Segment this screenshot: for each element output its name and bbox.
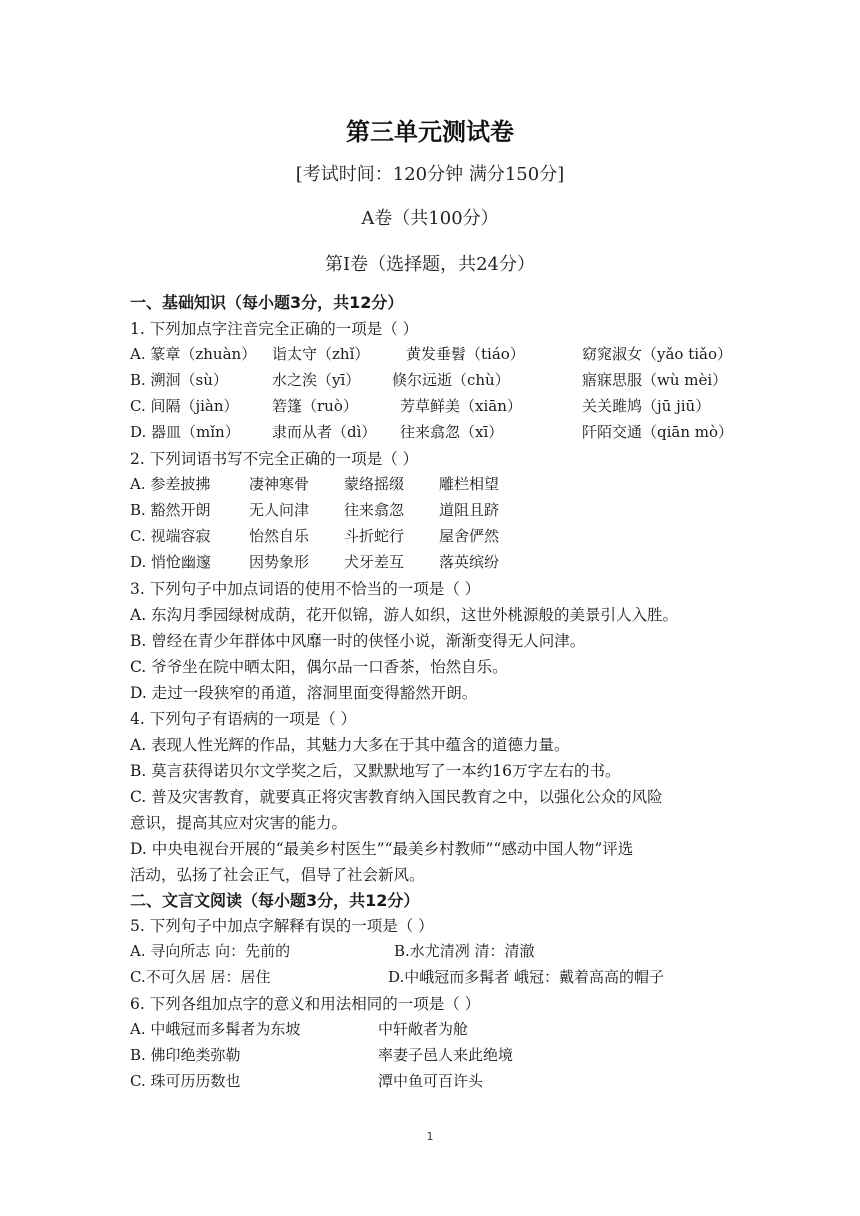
option-cell: D. 悄怆幽邃 bbox=[130, 553, 212, 571]
option-cell: B. 豁然开朗 bbox=[130, 501, 211, 519]
option-cell: B.水尤清冽 清：清澈 bbox=[394, 942, 535, 960]
section-heading: 二、文言文阅读（每小题3分，共12分） bbox=[130, 891, 420, 910]
option-line: B. 莫言获得诺贝尔文学奖之后，又默默地写了一本约16万字左右的书。 bbox=[130, 762, 621, 780]
option-cell: 寤寐思服（wù mèi） bbox=[582, 371, 728, 389]
option-cell: 窈窕淑女（yǎo tiǎo） bbox=[582, 345, 733, 363]
option-line: A. 东沟月季园绿树成荫，花开似锦，游人如织，这世外桃源般的美景引人入胜。 bbox=[130, 606, 679, 624]
option-cell: 怡然自乐 bbox=[249, 527, 310, 545]
option-cell: 隶而从者（dì） bbox=[272, 423, 377, 441]
option-cell: 诣太守（zhǐ） bbox=[272, 345, 370, 363]
option-cell: 道阻且跻 bbox=[439, 501, 500, 519]
option-cell: 往来翕忽 bbox=[344, 501, 405, 519]
option-line: B. 曾经在青少年群体中风靡一时的侠怪小说，渐渐变得无人问津。 bbox=[130, 632, 586, 650]
option-cell: 箬篷（ruò） bbox=[272, 397, 358, 415]
option-cell: 落英缤纷 bbox=[439, 553, 500, 571]
question-stem: 1. 下列加点字注音完全正确的一项是（ ） bbox=[130, 320, 419, 338]
question-stem: 2. 下列词语书写不完全正确的一项是（ ） bbox=[130, 450, 419, 468]
option-cell: A. 篆章（zhuàn） bbox=[130, 345, 257, 363]
option-cell: 阡陌交通（qiān mò） bbox=[582, 423, 734, 441]
option-cell: 凄神寒骨 bbox=[249, 475, 310, 493]
option-cell: 潭中鱼可百许头 bbox=[378, 1072, 484, 1090]
option-cell: 往来翕忽（xī） bbox=[400, 423, 504, 441]
option-cell: 芳草鲜美（xiān） bbox=[400, 397, 522, 415]
page-number: 1 bbox=[426, 1130, 434, 1143]
option-line: A. 表现人性光辉的作品，其魅力大多在于其中蕴含的道德力量。 bbox=[130, 736, 570, 754]
part-one-heading: 第Ⅰ卷（选择题，共24分） bbox=[324, 254, 535, 275]
option-line: D. 走过一段狭窄的甬道，溶洞里面变得豁然开朗。 bbox=[130, 684, 478, 702]
option-cell: 犬牙差互 bbox=[344, 553, 405, 571]
option-cell: D. 器皿（mǐn） bbox=[130, 423, 240, 441]
option-cell: A. 寻向所志 向：先前的 bbox=[130, 942, 291, 960]
option-line: 活动，弘扬了社会正气，倡导了社会新风。 bbox=[130, 866, 425, 884]
option-cell: 水之涘（yī） bbox=[272, 371, 361, 389]
option-cell: 关关雎鸠（jū jiū） bbox=[582, 397, 711, 415]
volume-a-heading: A卷（共100分） bbox=[361, 208, 499, 229]
document-title: 第三单元测试卷 bbox=[346, 118, 514, 146]
option-line: C. 普及灾害教育，就要真正将灾害教育纳入国民教育之中，以强化公众的风险 bbox=[130, 788, 663, 806]
option-cell: A. 参差披拂 bbox=[130, 475, 211, 493]
section-heading: 一、基础知识（每小题3分，共12分） bbox=[130, 293, 404, 312]
question-stem: 3. 下列句子中加点词语的使用不恰当的一项是（ ） bbox=[130, 580, 481, 598]
question-stem: 6. 下列各组加点字的意义和用法相同的一项是（ ） bbox=[130, 995, 481, 1013]
option-cell: B. 佛印绝类弥勒 bbox=[130, 1046, 241, 1064]
exam-info: [考试时间：120分钟 满分150分] bbox=[295, 164, 565, 185]
option-cell: 无人问津 bbox=[249, 501, 310, 519]
option-cell: D.中峨冠而多髯者 峨冠：戴着高高的帽子 bbox=[388, 968, 665, 986]
option-line: 意识，提高其应对灾害的能力。 bbox=[130, 814, 348, 832]
option-cell: 斗折蛇行 bbox=[344, 527, 405, 545]
option-cell: A. 中峨冠而多髯者为东坡 bbox=[130, 1020, 301, 1038]
question-stem: 4. 下列句子有语病的一项是（ ） bbox=[130, 710, 357, 728]
option-cell: 蒙络摇缀 bbox=[344, 475, 405, 493]
question-stem: 5. 下列句子中加点字解释有误的一项是（ ） bbox=[130, 917, 434, 935]
option-line: D. 中央电视台开展的“最美乡村医生”“最美乡村教师”“感动中国人物”评选 bbox=[130, 840, 634, 858]
option-cell: C. 视端容寂 bbox=[130, 527, 211, 545]
option-cell: 因势象形 bbox=[249, 553, 310, 571]
option-cell: C. 间隔（jiàn） bbox=[130, 397, 239, 415]
option-cell: 黄发垂髫（tiáo） bbox=[406, 345, 525, 363]
option-cell: B. 溯洄（sù） bbox=[130, 371, 228, 389]
option-cell: C.不可久居 居：居住 bbox=[130, 968, 271, 986]
option-cell: 中轩敞者为舱 bbox=[378, 1020, 469, 1038]
option-cell: 雕栏相望 bbox=[439, 475, 500, 493]
option-line: C. 爷爷坐在院中晒太阳，偶尔品一口香茶，怡然自乐。 bbox=[130, 658, 508, 676]
option-cell: C. 珠可历历数也 bbox=[130, 1072, 241, 1090]
option-cell: 率妻子邑人来此绝境 bbox=[378, 1046, 514, 1064]
option-cell: 屋舍俨然 bbox=[439, 527, 500, 545]
option-cell: 倏尔远逝（chù） bbox=[392, 371, 510, 389]
